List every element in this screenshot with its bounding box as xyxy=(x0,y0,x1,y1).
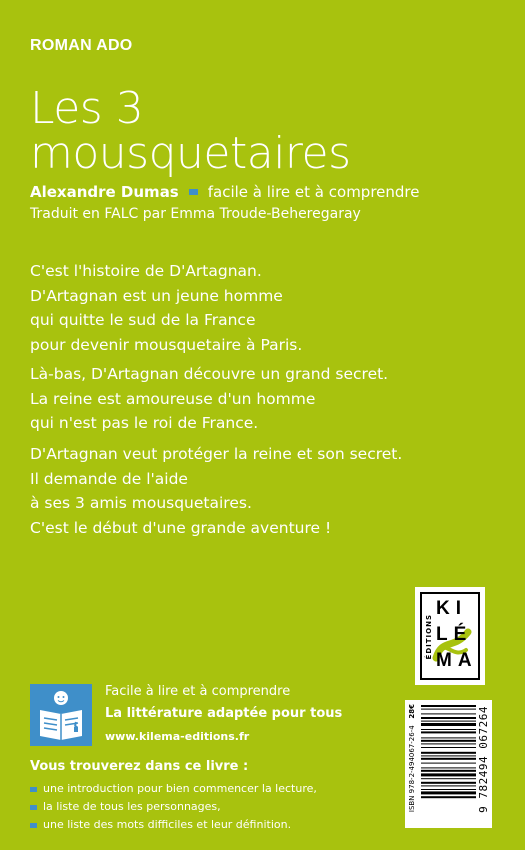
falc-tagline: Facile à lire et à comprendre xyxy=(105,684,291,699)
blurb-line: C'est le début d'une grande aventure ! xyxy=(30,518,332,537)
list-item: une liste des mots difficiles et leur définition. xyxy=(30,816,317,834)
separator-square-icon xyxy=(189,189,198,195)
bullet-square-icon xyxy=(30,787,37,792)
publisher-url[interactable]: www.kilema-editions.fr xyxy=(105,730,250,743)
genre-label: ROMAN ADO xyxy=(30,37,133,54)
blurb-paragraph-3 xyxy=(30,442,402,540)
price-label: 28€ xyxy=(408,704,416,719)
blurb-paragraph-1 xyxy=(30,259,302,357)
blurb-line: qui n'est pas le roi de France. xyxy=(30,414,259,432)
bullet-square-icon xyxy=(30,805,37,810)
falc-slogan: La littérature adaptée pour tous xyxy=(105,706,343,721)
barcode-block xyxy=(405,700,492,828)
author-name: Alexandre Dumas xyxy=(30,183,179,201)
barcode-bars xyxy=(421,705,476,823)
tagline: facile à lire et à comprendre xyxy=(207,183,420,201)
translator-credit: Traduit en FALC par Emma Troude-Beheregaray xyxy=(30,206,361,222)
title-line-2: mousquetaires xyxy=(30,128,351,179)
blurb-paragraph-2 xyxy=(30,362,388,436)
logo-letters-3: MA xyxy=(436,650,478,671)
blurb-line: D'Artagnan est un jeune homme xyxy=(30,286,283,305)
bullet-square-icon xyxy=(30,823,37,828)
contents-list xyxy=(30,780,317,834)
isbn-text: ISBN 978-2-494067-26-4 28€ xyxy=(408,704,416,813)
logo-side-text: ÉDITIONS xyxy=(425,614,433,660)
easy-to-read-icon xyxy=(30,684,92,746)
title-line-1: Les 3 xyxy=(30,83,144,134)
blurb-line: D'Artagnan veut protéger la reine et son secret. xyxy=(30,445,403,463)
blurb-line: pour devenir mousquetaire à Paris. xyxy=(30,335,303,354)
ean-number: 9 782494 067264 xyxy=(477,706,490,813)
list-item: la liste de tous les personnages, xyxy=(30,798,317,816)
logo-letters-2: LÉ xyxy=(436,624,473,645)
author-line xyxy=(30,183,420,201)
logo-letters-1: KI xyxy=(436,598,467,619)
blurb-line: à ses 3 amis mousquetaires. xyxy=(30,494,252,512)
blurb-line: qui quitte le sud de la France xyxy=(30,311,256,329)
blurb-line: C'est l'histoire de D'Artagnan. xyxy=(30,262,262,280)
blurb-line: Il demande de l'aide xyxy=(30,469,188,488)
blurb-line: Là-bas, D'Artagnan découvre un grand secret. xyxy=(30,365,389,383)
contents-title: Vous trouverez dans ce livre : xyxy=(30,759,249,774)
book-title xyxy=(30,83,351,179)
blurb-line: La reine est amoureuse d'un homme xyxy=(30,389,316,408)
list-item: une introduction pour bien commencer la lecture, xyxy=(30,780,317,798)
publisher-logo xyxy=(415,587,485,685)
